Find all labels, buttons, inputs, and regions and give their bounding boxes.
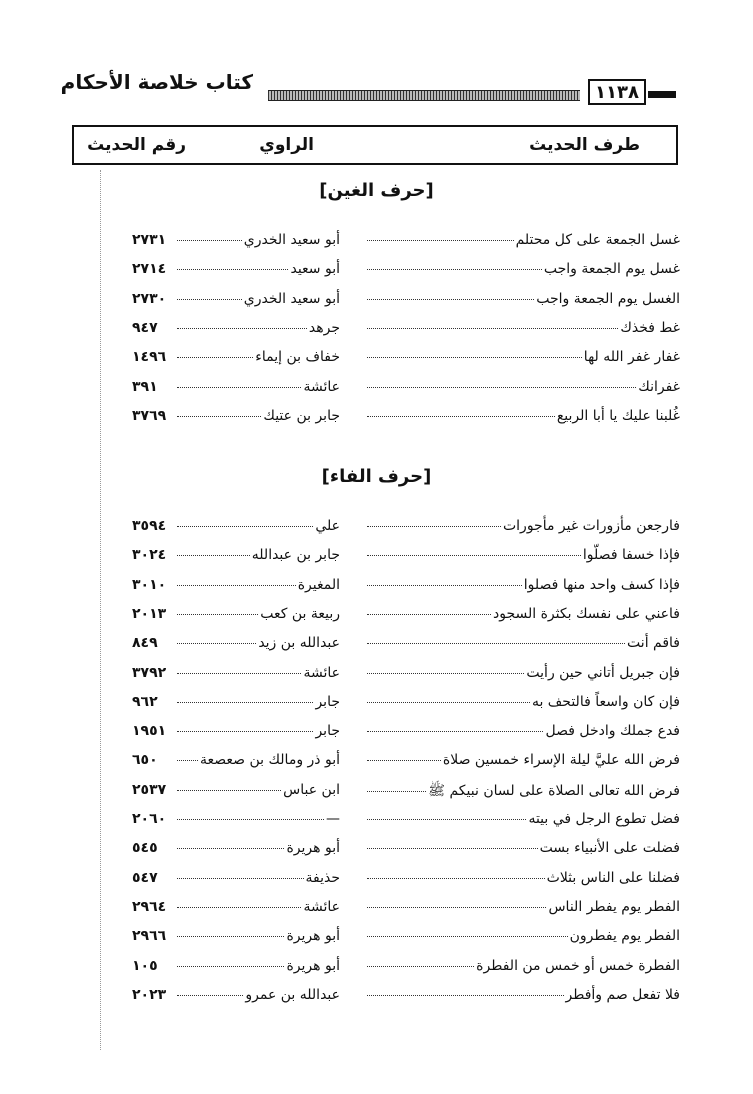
index-entry-row: [0, 694, 753, 720]
index-entry-row: [0, 547, 753, 573]
narrator-text: عائشة: [303, 664, 340, 681]
leader-dots: [367, 791, 426, 792]
hadith-cell: [365, 665, 680, 681]
hadith-text: فاعني على نفسك بكثرة السجود: [493, 605, 680, 622]
narrator-text: جابر بن عبدالله: [251, 547, 340, 564]
narrator-text: حذيفة: [305, 869, 340, 886]
leader-dots: [177, 907, 301, 908]
leader-dots: [177, 702, 313, 703]
index-entry-row: [0, 665, 753, 691]
hadith-number: ٩٦٢: [132, 693, 158, 710]
narrator-text: عائشة: [303, 378, 340, 395]
narrator-cell: [175, 635, 340, 651]
leader-dots: [367, 555, 581, 556]
index-entry-row: [0, 635, 753, 661]
leader-dots: [367, 387, 636, 388]
hadith-text: فضلنا على الناس بثلاث: [546, 869, 680, 886]
leader-dots: [177, 643, 256, 644]
hadith-cell: [365, 694, 680, 710]
hadith-text: فضل تطوع الرجل في بيته: [528, 811, 680, 827]
hadith-number: ٢٠١٣: [132, 605, 167, 622]
narrator-text: أبو سعيد الخدري: [243, 232, 340, 248]
narrator-text: علي: [315, 518, 340, 534]
narrator-text: جابر: [315, 693, 340, 710]
hadith-cell: [365, 840, 680, 856]
hadith-cell: [365, 723, 680, 739]
index-entry-row: [0, 928, 753, 954]
narrator-text: المغيرة: [297, 576, 340, 593]
narrator-cell: [175, 232, 340, 248]
leader-dots: [177, 878, 304, 879]
hadith-text: غُلبنا عليك يا أبا الربيع: [556, 407, 680, 424]
hadith-text: فإن جبريل أتاني حين رأيت: [526, 664, 680, 681]
leader-dots: [177, 673, 301, 674]
hadith-cell: [365, 899, 680, 915]
index-entry-row: [0, 752, 753, 778]
leader-dots: [367, 614, 491, 615]
hadith-number: ٢٧٣٠: [132, 290, 167, 307]
index-entry-row: [0, 577, 753, 603]
narrator-text: عبدالله بن زيد: [258, 635, 340, 652]
narrator-text: ابن عباس: [283, 781, 340, 798]
section-heading-fa: [حرف الفاء]: [321, 466, 432, 487]
index-entry-row: [0, 518, 753, 544]
narrator-cell: [175, 577, 340, 593]
leader-dots: [177, 760, 198, 761]
index-entry-row: [0, 320, 753, 346]
hadith-cell: [365, 518, 680, 534]
hadith-cell: [365, 752, 680, 768]
hadith-text: غفار غفر الله لها: [583, 349, 680, 366]
hadith-number: ٢٠٢٣: [132, 986, 167, 1003]
hadith-number: ٣٠٢٤: [132, 547, 167, 564]
index-entry-row: [0, 987, 753, 1013]
hadith-text: فإذا كسف واحد منها فصلوا: [523, 576, 680, 593]
index-entry-row: [0, 408, 753, 434]
leader-dots: [177, 790, 281, 791]
leader-dots: [177, 585, 296, 586]
hadith-cell: [365, 547, 680, 563]
page-number: ١١٣٨: [588, 79, 646, 105]
index-entry-row: [0, 379, 753, 405]
narrator-cell: [175, 349, 340, 365]
leader-dots: [177, 269, 288, 270]
narrator-text: —: [326, 811, 340, 827]
column-header-box: [72, 125, 678, 165]
hadith-number: ٣٧٩٢: [132, 664, 167, 681]
hadith-text: فإذا خسفا فصلّوا: [582, 547, 680, 564]
index-entry-row: [0, 958, 753, 984]
leader-dots: [177, 614, 258, 615]
leader-dots: [367, 819, 526, 820]
leader-dots: [367, 240, 514, 241]
narrator-text: أبو هريرة: [286, 840, 340, 857]
leader-dots: [367, 673, 524, 674]
narrator-text: أبو هريرة: [286, 957, 340, 974]
section-heading-ghain: [حرف الغين]: [319, 180, 434, 201]
hadith-text: غفرانك: [638, 378, 680, 395]
hadith-cell: [365, 635, 680, 651]
leader-dots: [367, 357, 582, 358]
narrator-cell: [175, 606, 340, 622]
leader-dots: [367, 936, 568, 937]
leader-dots: [177, 526, 313, 527]
hadith-cell: [365, 320, 680, 336]
hadith-text: غط فخذك: [620, 319, 680, 336]
narrator-text: خفاف بن إيماء: [255, 349, 340, 366]
narrator-cell: [175, 291, 340, 307]
index-entry-row: [0, 840, 753, 866]
leader-dots: [367, 269, 542, 270]
narrator-text: أبو ذر ومالك بن صعصعة: [200, 752, 340, 769]
narrator-text: أبو هريرة: [286, 928, 340, 945]
leader-dots: [367, 731, 543, 732]
hadith-text: فدع جملك وادخل فصل: [545, 723, 680, 740]
narrator-cell: [175, 899, 340, 915]
hadith-number: ١٤٩٦: [132, 349, 167, 366]
leader-dots: [367, 907, 546, 908]
leader-dots: [177, 555, 250, 556]
narrator-cell: [175, 665, 340, 681]
leader-dots: [177, 819, 324, 820]
hadith-text: الفطر يوم يفطرون: [569, 928, 680, 945]
hadith-cell: [365, 577, 680, 593]
leader-dots: [177, 299, 242, 300]
hadith-cell: [365, 870, 680, 886]
hadith-cell: [365, 782, 680, 802]
hadith-cell: [365, 349, 680, 365]
leader-dots: [367, 299, 534, 300]
column-header-narrator: الراوي: [259, 135, 314, 155]
leader-dots: [367, 848, 538, 849]
hadith-number: ١٩٥١: [132, 723, 167, 740]
hadith-number: ٥٤٧: [132, 869, 158, 886]
leader-dots: [367, 760, 441, 761]
hadith-number: ٩٤٧: [132, 319, 158, 336]
hadith-text: فإن كان واسعاً فالتحف به: [531, 693, 680, 710]
hadith-cell: [365, 606, 680, 622]
narrator-cell: [175, 870, 340, 886]
index-entry-row: [0, 291, 753, 317]
book-title: كتاب خلاصة الأحكام: [60, 70, 253, 94]
index-entry-row: [0, 723, 753, 749]
leader-dots: [367, 966, 474, 967]
hadith-cell: [365, 261, 680, 277]
hadith-text: فلا تفعل صم وأفطر: [565, 986, 680, 1003]
index-entry-row: [0, 899, 753, 925]
hadith-number: ٢٧١٤: [132, 261, 167, 278]
leader-dots: [367, 526, 501, 527]
hadith-text: غسل الجمعة على كل محتلم: [515, 232, 680, 248]
hadith-number: ٥٤٥: [132, 840, 158, 857]
narrator-cell: [175, 261, 340, 277]
hadith-cell: [365, 811, 680, 827]
leader-dots: [177, 848, 284, 849]
hadith-number: ١٠٥: [132, 957, 158, 974]
index-entry-row: [0, 232, 753, 258]
leader-dots: [177, 328, 307, 329]
index-entry-row: [0, 870, 753, 896]
leader-dots: [367, 643, 625, 644]
hadith-text: الفطرة خمس أو خمس من الفطرة: [476, 957, 680, 974]
index-entry-row: [0, 261, 753, 287]
leader-dots: [367, 585, 522, 586]
narrator-text: جابر: [315, 723, 340, 740]
narrator-text: ربيعة بن كعب: [260, 605, 340, 622]
narrator-cell: [175, 840, 340, 856]
hadith-cell: [365, 379, 680, 395]
column-header-hadith: طرف الحديث: [529, 135, 640, 155]
leader-dots: [177, 936, 284, 937]
leader-dots: [177, 240, 242, 241]
hadith-text: غسل يوم الجمعة واجب: [543, 261, 680, 278]
hadith-number: ٣٠١٠: [132, 576, 167, 593]
hadith-number: ٢٥٣٧: [132, 781, 167, 798]
narrator-text: أبو سعيد: [290, 261, 340, 278]
leader-dots: [177, 995, 243, 996]
narrator-cell: [175, 723, 340, 739]
hadith-text: فضلت على الأنبياء بست: [539, 840, 680, 857]
hadith-text: الفطر يوم يفطر الناس: [548, 898, 680, 915]
narrator-cell: [175, 987, 340, 1003]
hadith-text: فارجعن مأزورات غير مأجورات: [502, 518, 680, 534]
hadith-number: ٢٧٣١: [132, 232, 167, 248]
hadith-cell: [365, 232, 680, 248]
narrator-text: جرهد: [308, 319, 340, 336]
index-entry-row: [0, 811, 753, 837]
header-ornament-band: [268, 90, 580, 101]
hadith-cell: [365, 408, 680, 424]
header-ornament-tail: [648, 91, 676, 98]
hadith-number: ٨٤٩: [132, 635, 158, 652]
narrator-cell: [175, 694, 340, 710]
narrator-text: عبدالله بن عمرو: [245, 986, 340, 1003]
leader-dots: [367, 416, 555, 417]
narrator-cell: [175, 811, 340, 827]
narrator-cell: [175, 958, 340, 974]
narrator-cell: [175, 782, 340, 798]
narrator-cell: [175, 752, 340, 768]
hadith-text: فاقم أنت: [627, 635, 680, 652]
narrator-cell: [175, 408, 340, 424]
index-entry-row: [0, 349, 753, 375]
leader-dots: [177, 416, 261, 417]
hadith-number: ٣٩١: [132, 378, 158, 395]
narrator-cell: [175, 379, 340, 395]
leader-dots: [177, 387, 301, 388]
leader-dots: [177, 966, 284, 967]
narrator-text: أبو سعيد الخدري: [243, 290, 340, 307]
leader-dots: [367, 995, 564, 996]
hadith-cell: [365, 928, 680, 944]
hadith-number: ٦٥٠: [132, 752, 158, 769]
leader-dots: [177, 731, 313, 732]
hadith-number: ٢٩٦٦: [132, 928, 167, 945]
index-entry-row: [0, 782, 753, 808]
narrator-cell: [175, 928, 340, 944]
index-entry-row: [0, 606, 753, 632]
hadith-cell: [365, 291, 680, 307]
narrator-cell: [175, 518, 340, 534]
narrator-cell: [175, 320, 340, 336]
hadith-text: فرض الله تعالى الصلاة على لسان نبيكم ﷺ: [428, 782, 680, 799]
hadith-cell: [365, 958, 680, 974]
leader-dots: [177, 357, 253, 358]
hadith-cell: [365, 987, 680, 1003]
hadith-number: ٢٩٦٤: [132, 898, 167, 915]
hadith-text: فرض الله عليَّ ليلة الإسراء خمسين صلاة: [442, 752, 680, 769]
narrator-text: عائشة: [303, 898, 340, 915]
hadith-number: ٣٥٩٤: [132, 518, 167, 534]
narrator-cell: [175, 547, 340, 563]
leader-dots: [367, 328, 618, 329]
hadith-number: ٣٧٦٩: [132, 407, 167, 424]
leader-dots: [367, 702, 530, 703]
leader-dots: [367, 878, 545, 879]
column-header-number: رقم الحديث: [87, 135, 186, 155]
hadith-number: ٢٠٦٠: [132, 811, 167, 827]
narrator-text: جابر بن عتيك: [263, 407, 340, 424]
hadith-text: الغسل يوم الجمعة واجب: [536, 290, 680, 307]
